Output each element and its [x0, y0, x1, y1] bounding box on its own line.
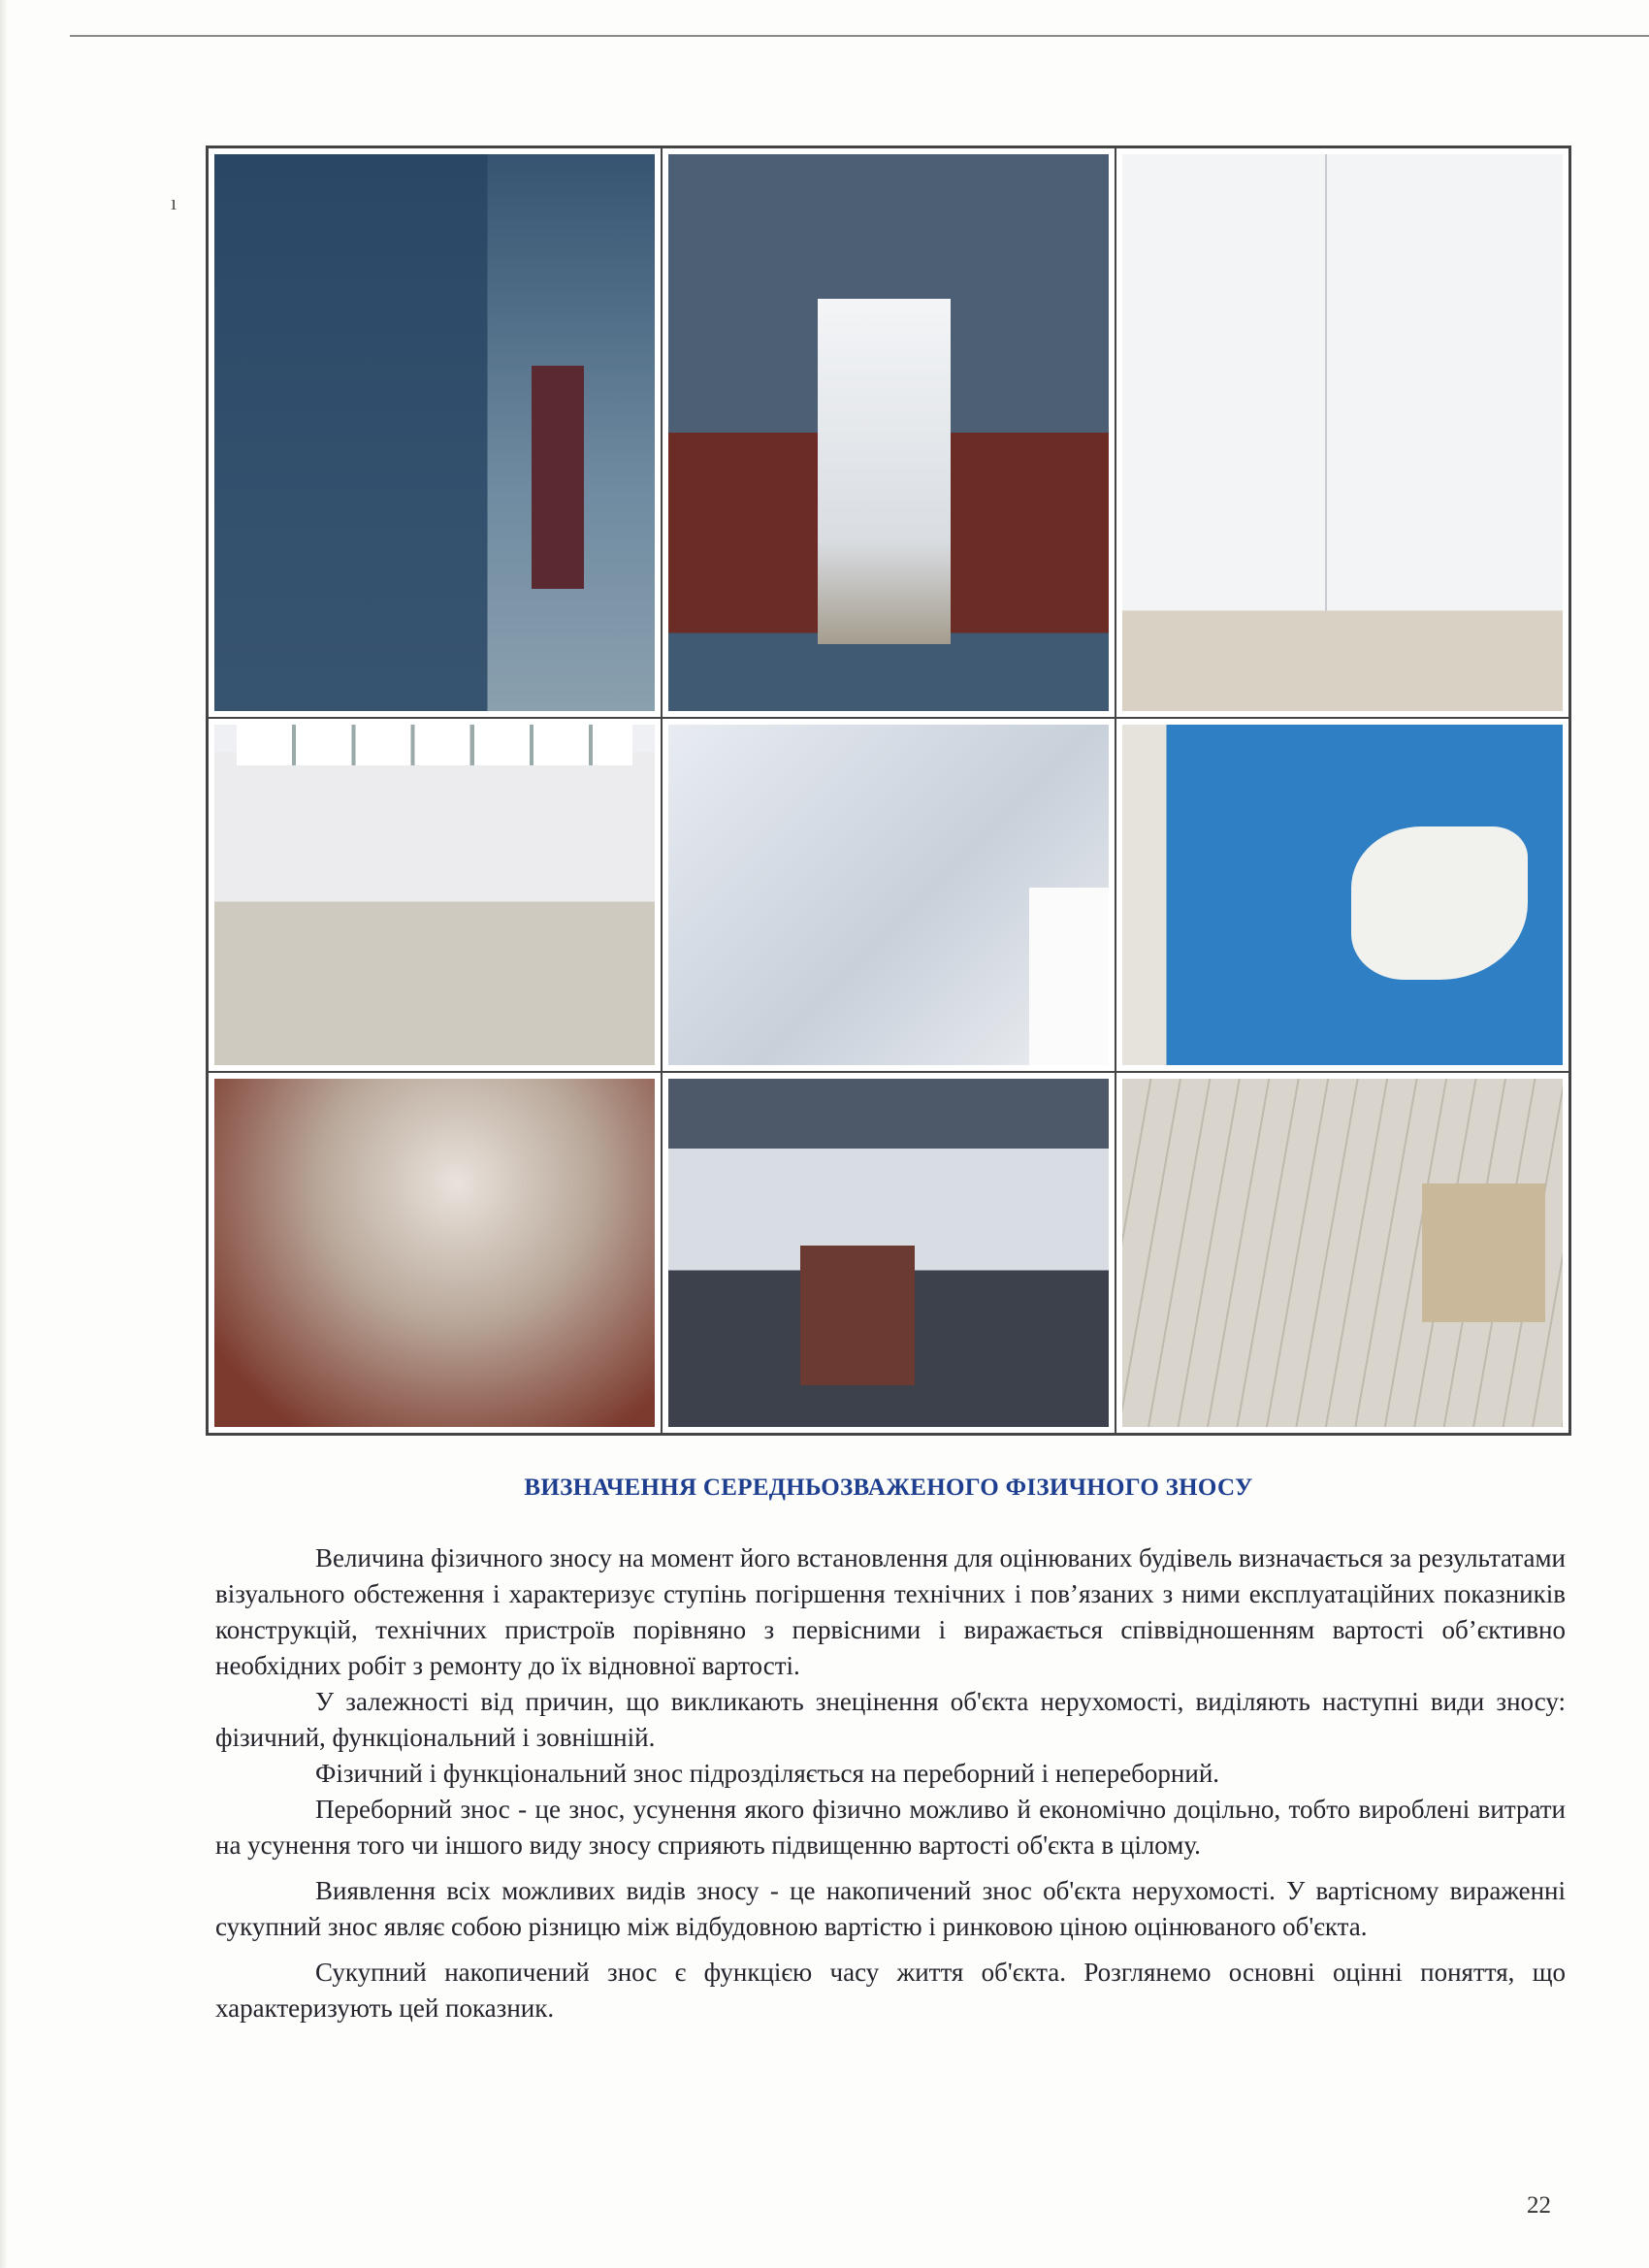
photo-peeling-blue-wall	[1122, 725, 1563, 1065]
scan-mark: ı	[171, 190, 178, 214]
photo-grid	[206, 146, 1571, 1436]
photo-cell	[662, 147, 1116, 718]
section-heading: ВИЗНАЧЕННЯ СЕРЕДНЬОЗВАЖЕНОГО ФІЗИЧНОГО ЗНОСУ	[524, 1474, 1253, 1501]
photo-cell	[1116, 1072, 1569, 1434]
photo-cell	[208, 1072, 662, 1434]
page-number: 22	[1527, 2192, 1551, 2219]
scan-top-rule	[70, 35, 1649, 37]
photo-wood-floor	[1122, 1079, 1563, 1427]
photo-cell	[208, 718, 662, 1072]
paragraph: Переборний знос - це знос, усунення якого фізично можливо й економічно доцільно, тобто вироблені витрати на усунення того чи іншого виду зносу сприяють підвищенню вартості об'єкта в цілому.	[215, 1795, 1566, 1860]
photo-cell	[208, 147, 662, 718]
paragraph: Величина фізичного зносу на момент його встановлення для оцінюваних будівель визначається за результатами візуального обстеження і характеризує ступінь погіршення технічних і пов’язаних з ними експлуатаційних показників конструкцій, технічних пристроїв порівняно з первісними і виражається співвідношенням вартості об’єктивно необхідних робіт з ремонту до їх відновної вартості.	[215, 1543, 1566, 1680]
photo-red-floor	[214, 1079, 655, 1427]
paragraph: Сукупний накопичений знос є функцією часу життя об'єкта. Розглянемо основні оцінні поняття, що характеризують цей показник.	[215, 1958, 1566, 2023]
photo-cell	[662, 718, 1116, 1072]
paragraph: Фізичний і функціональний знос підрозділяється на переборний і непереборний.	[315, 1759, 1220, 1788]
paragraph: У залежності від причин, що викликають знецінення об'єкта нерухомості, виділяють наступні види зносу: фізичний, функціональний і зовнішній.	[215, 1687, 1566, 1752]
scan-edge-shadow	[0, 0, 8, 2268]
paragraph: Виявлення всіх можливих видів зносу - це накопичений знос об'єкта нерухомості. У вартісному вираженні сукупний знос являє собою різницю між відбудовною вартістю і ринковою ціною оцінюваного об'єкта.	[215, 1876, 1566, 1941]
photo-damaged-ceiling	[668, 725, 1109, 1065]
photo-cell	[1116, 147, 1569, 718]
photo-corridor	[214, 154, 655, 711]
photo-window-room	[214, 725, 655, 1065]
photo-cell	[1116, 718, 1569, 1072]
body-text	[215, 1540, 1566, 2026]
photo-room-corner	[1122, 154, 1563, 711]
photo-doorway	[668, 154, 1109, 711]
photo-stairwell	[668, 1079, 1109, 1427]
photo-cell	[662, 1072, 1116, 1434]
